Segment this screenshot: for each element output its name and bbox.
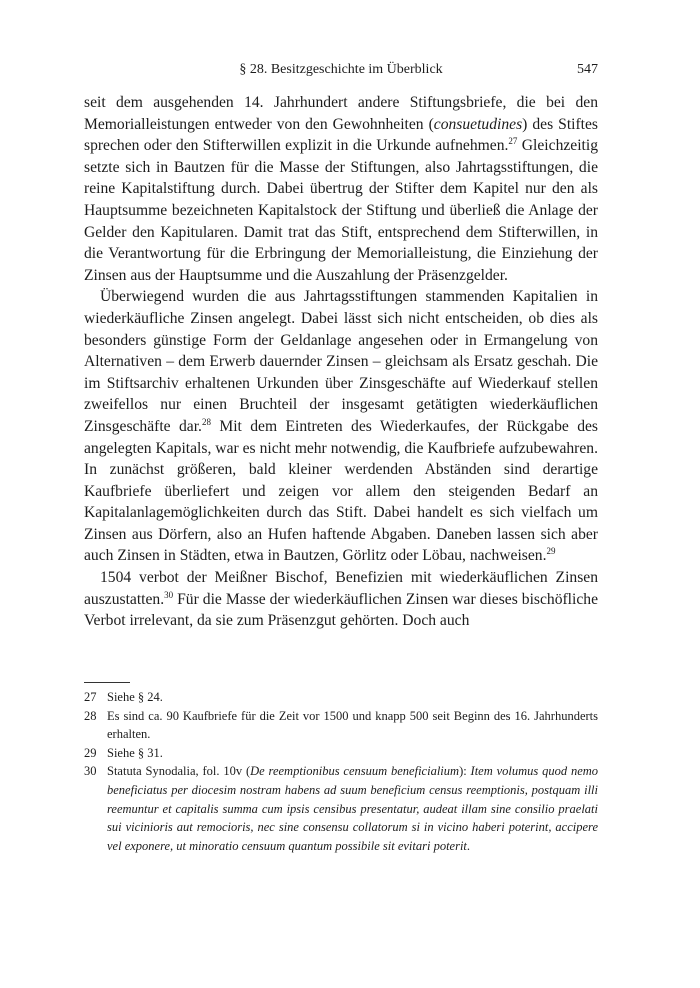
text-run: Mit dem Eintreten des Wiederkaufes, der Rückgabe des angelegten Kapitals, war es nicht mehr notwendig, die Kaufbriefe aufzubewahren. In zunächst größeren, bald kleiner werdenden Abständen sind derartige Kaufbriefe überliefert und zeigen vor allem den steigenden Bedarf an Kapitalanlagemöglichkeiten durch das Stift. Dabei handelt es sich vielfach um Zinsen aus Dörfern, also an Hufen haftende Abgaben. Daneben lassen sich aber auch Zinsen in Städten, etwa in Bautzen, Görlitz oder Löbau, nachweisen.: [84, 417, 598, 565]
paragraph: [84, 567, 598, 632]
footnote-number: 28: [84, 708, 97, 723]
footnote-text: [107, 744, 598, 763]
paragraph: [84, 92, 598, 286]
text-run: .: [466, 838, 471, 853]
italic-text: Item volumus quod nemo beneficiatus per diocesim nostram habens ad suum beneficium census reemptionis, postquam illi reemuntur et capitalis summa cum ipsis censibus presentatur, audeat illam sine consilio praelati sui vicinioris aut remocioris, nec sine consensu collatorum si in vicino haberi poterint, accipere vel exponere, ut minoratio censuum quantum possibile sit evitari poterit: [107, 764, 599, 853]
text-run: Gleichzeitig setzte sich in Bautzen für die Masse der Stiftungen, also Jahrtagsstiftungen, die reine Kapitalstiftung durch. Dabei übertrug der Stifter dem Kapitel nur den als Hauptsumme bezeichneten Kapitalstock der Stiftung und überließ die Anlage der Gelder den Kapitularen. Damit trat das Stift, entsprechend dem Stifterwillen, in die Verantwortung für die Erbringung der Memorialleistung, die Einziehung der Zinsen aus der Hauptsumme und die Auszahlung der Präsenzgelder.: [84, 137, 598, 284]
footnotes: [84, 688, 598, 855]
text-run: Statuta Synodalia, fol. 10v (: [107, 764, 251, 779]
footnote-reference: 30: [164, 589, 174, 600]
text-run: Für die Masse der wiederkäuflichen Zinsen war dieses bischöfliche Verbot irrelevant, da sie zum Präsenzgut gehörten. Doch auch: [84, 590, 598, 630]
paragraph: [84, 286, 598, 567]
footnote-reference: 27: [508, 136, 518, 146]
footnote-27: [84, 688, 598, 707]
footnote-number: 29: [84, 745, 97, 760]
footnote-30: [84, 762, 598, 855]
text-run: 1504 verbot der Meißner Bischof, Benefizien mit wiederkäuflichen Zinsen auszustatten.: [84, 569, 598, 608]
footnote-number: 30: [84, 764, 97, 779]
running-header-title: § 28. Besitzgeschichte im Überblick: [239, 62, 443, 77]
italic-text: consuetudines: [433, 115, 523, 133]
running-header: [84, 62, 598, 84]
footnote-rule: [84, 682, 130, 683]
footnote-reference: 29: [546, 546, 556, 557]
footnote-text: [107, 762, 598, 855]
footnote-reference: 28: [201, 416, 211, 427]
footnote-29: [84, 744, 598, 763]
text-run: Es sind ca. 90 Kaufbriefe für die Zeit vor 1500 und knapp 500 seit Beginn des 16. Jahrhunderts erhalten.: [107, 708, 598, 742]
footnote-number: 27: [84, 690, 97, 704]
main-text: [84, 92, 598, 632]
footnote-text: [107, 688, 598, 707]
text-run: ):: [459, 764, 471, 779]
page-number: 547: [577, 62, 598, 77]
footnote-28: [84, 707, 598, 744]
text-run: Siehe § 24.: [107, 690, 163, 704]
text-run: seit dem ausgehenden 14. Jahrhundert andere Stiftungsbriefe, die bei den Memorialleistungen entweder von den Gewohnheiten (: [84, 94, 598, 133]
text-run: ) des Stiftes sprechen oder den Stifterwillen explizit in die Urkunde aufnehmen.: [84, 115, 598, 155]
italic-text: De reemptionibus censuum beneficialium: [250, 764, 460, 779]
text-run: Überwiegend wurden die aus Jahrtagsstiftungen stammenden Kapitalien in wiederkäufliche Zinsen angelegt. Dabei lässt sich nicht entscheiden, ob dies als besonders günstige Form der Geldanlage angesehen oder in Ermangelung von Alternativen – dem Erwerb dauernder Zinsen – gleichsam als Ersatz geschah. Die im Stiftsarchiv erhaltenen Urkunden über Zinsgeschäfte auf Wiederkauf stellen zweifellos nur einen Bruchteil der insgesamt getätigten wiederkäuflichen Zinsgeschäfte dar.: [84, 288, 598, 435]
footnote-text: [107, 707, 598, 744]
text-run: Siehe § 31.: [107, 745, 163, 760]
